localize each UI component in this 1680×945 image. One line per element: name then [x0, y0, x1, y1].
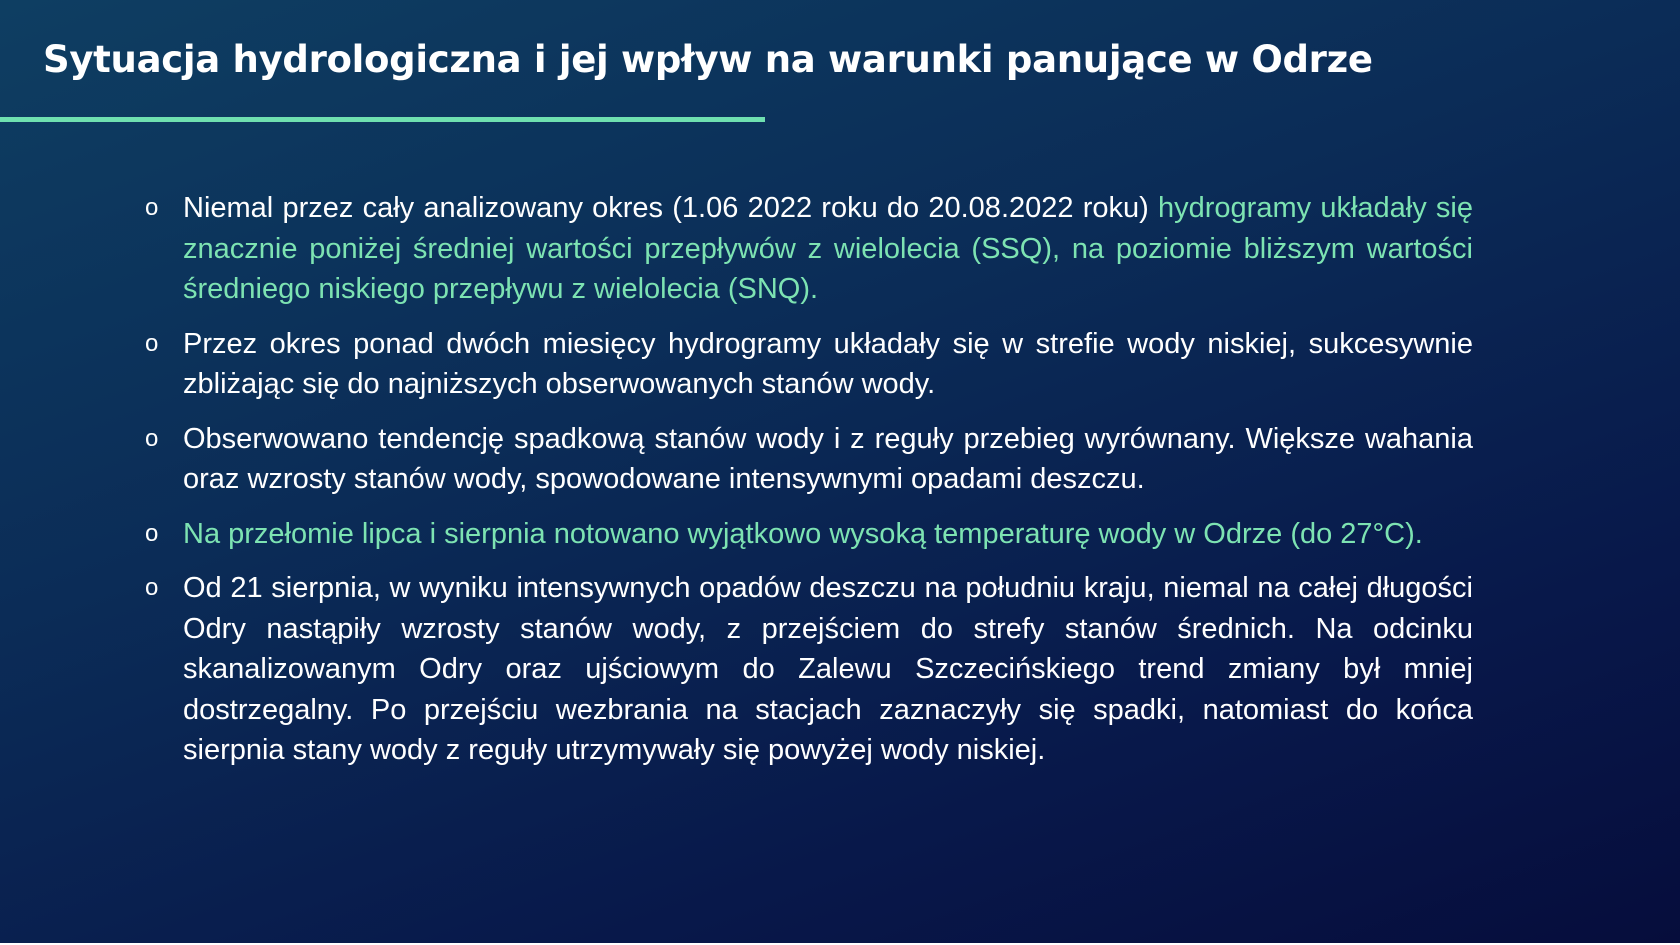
bullet-marker: o: [145, 329, 159, 357]
bullet-text: Przez okres ponad dwóch miesięcy hydrogramy układały się w strefie wody niskiej, sukcesywnie zbliżając się do najniższych obserwowanych stanów wody.: [183, 327, 1473, 400]
bullet-text: Od 21 sierpnia, w wyniku intensywnych opadów deszczu na południu kraju, niemal na całej długości Odry nastąpiły wzrosty stanów wody, z przejściem do strefy stanów średnich. Na odcinku skanalizowanym Odry oraz ujściowym do Zalewu Szczecińskiego trend zmiany był mniej dostrzegalny. Po przejściu wezbrania na stacjach zaznaczyły się spadki, natomiast do końca sierpnia stany wody z reguły utrzymywały się powyżej wody niskiej.: [183, 572, 1473, 766]
bullet-item: [145, 568, 1473, 771]
bullet-marker: o: [145, 424, 159, 452]
bullet-text: Obserwowano tendencję spadkową stanów wody i z reguły przebieg wyrównany. Większe wahania oraz wzrosty stanów wody, spowodowane intensywnymi opadami deszczu.: [183, 422, 1473, 495]
bullet-marker: o: [145, 574, 159, 601]
bullet-list: [145, 188, 1473, 785]
bullet-text-highlight: hydrogramy układały się znacznie poniżej średniej wartości przepływów z wielolecia (SSQ), na poziomie bliższym wartości średniego niskiego przepływu z wielolecia (SNQ).: [183, 192, 1473, 305]
bullet-item: [145, 419, 1473, 500]
bullet-item: [145, 324, 1473, 405]
slide-title: Sytuacja hydrologiczna i jej wpływ na warunki panujące w Odrze: [43, 38, 1373, 81]
bullet-text-plain: Niemal przez cały analizowany okres (1.06 2022 roku do 20.08.2022 roku): [183, 192, 1158, 224]
bullet-item: [145, 188, 1473, 310]
bullet-marker: o: [145, 194, 159, 221]
title-underline: [0, 117, 765, 122]
bullet-text-highlight: Na przełomie lipca i sierpnia notowano wyjątkowo wysoką temperaturę wody w Odrze (do 27°C).: [183, 517, 1423, 550]
bullet-item: [145, 514, 1473, 555]
bullet-text: [183, 188, 1473, 310]
bullet-marker: o: [145, 519, 159, 547]
